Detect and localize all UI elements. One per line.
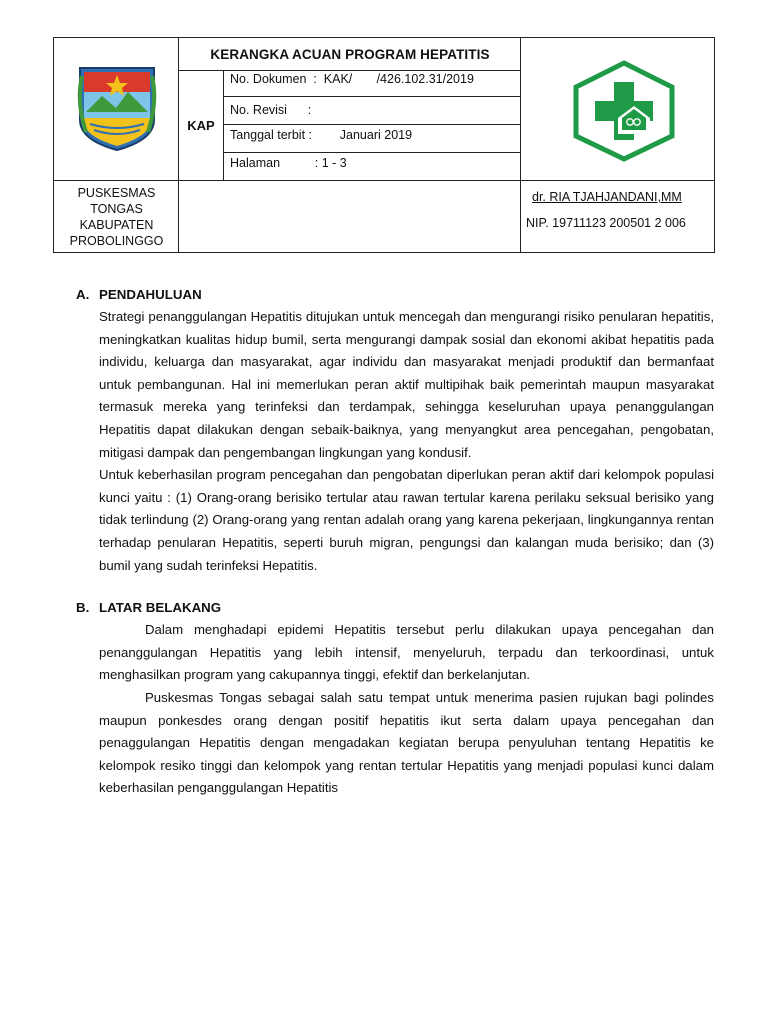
section-title: PENDAHULUAN	[99, 287, 202, 302]
org-line: TONGAS	[90, 202, 143, 216]
section-heading	[76, 284, 714, 306]
paragraph: Strategi penanggulangan Hepatitis ditujukan untuk mencegah dan mengurangi risiko penularan hepatitis, meningkatkan kualitas hidup bumil, serta mengurangi dampak sosial dan ekonomi akibat hepatitis pada individu, keluarga dan masyarakat, agar individu dan masyarakat menjadi produktif dan bermanfaat untuk pembangunan. Hal ini memerlukan peran aktif multipihak baik pemerintah maupun masyarakat termasuk mereka yang terinfeksi dan terdampak, sehingga keseluruhan upaya penanggulangan Hepatitis dapat dilakukan dengan sebaik-baiknya, yang menyangkut area pencegahan, pengobatan, mitigasi dampak dan pengembangan lingkungan yang kondusif.	[99, 309, 714, 460]
issue-date: Tanggal terbit : Januari 2019	[230, 128, 413, 142]
paragraph: Puskesmas Tongas sebagai salah satu tempat untuk menerima pasien rujukan bagi polindes maupun ponkesdes orang dengan positif hepatitis ikut serta dalam upaya pencegahan dan penaggulangan Hepatitis dengan mengadakan kegiatan berupa penyuluhan tentang Hepatitis ke kelompok resiko tinggi dan kelompok yang rentan tertular Hepatitis yang menjadi populasi kunci dalam keberhasilan penganggulangan Hepatitis	[99, 689, 714, 796]
document-body	[76, 284, 714, 800]
paragraph: Untuk keberhasilan program pencegahan dan pengobatan diperlukan peran aktif dari kelompok populasi kunci yaitu : (1) Orang-orang berisiko tertular atau rawan tertular karena perilaku seksual berisiko yang tidak terlindung (2) Orang-orang yang rentan adalah orang yang karena pekerjaan, lingkungannya rentan terhadap penularan Hepatitis, seperti buruh migran, pengungsi dan kalangan muda berisiko; dan (3) bumil yang sudah terinfeksi Hepatitis.	[99, 467, 714, 573]
regional-emblem-logo	[76, 62, 158, 152]
document-number: No. Dokumen : KAK/ /426.102.31/2019	[230, 72, 474, 86]
document-title: KERANGKA ACUAN PROGRAM HEPATITIS	[210, 46, 490, 62]
revision-number: No. Revisi :	[230, 103, 312, 117]
section-title: LATAR BELAKANG	[99, 600, 222, 616]
page-range: Halaman : 1 - 3	[230, 156, 347, 170]
org-line: KABUPATEN	[79, 218, 154, 232]
divider	[223, 70, 224, 181]
signatory-name: dr. RIA TJAHJANDANI,MM	[532, 190, 682, 204]
section-heading	[76, 597, 714, 619]
signatory-block	[521, 181, 715, 253]
section-letter: A.	[76, 287, 90, 302]
org-line: PUSKESMAS	[77, 186, 156, 200]
signatory-nip: NIP. 19711123 200501 2 006	[526, 216, 686, 230]
document-header-table	[53, 37, 715, 253]
puskesmas-logo	[572, 60, 676, 162]
paragraph: Dalam menghadapi epidemi Hepatitis tersebut perlu dilakukan upaya pencegahan dan penanggulangan Hepatitis yang lebih intensif, menyeluruh, terpadu dan terkoordinasi, untuk menghasilkan program yang cakupannya tinggi, efektif dan berkelanjutan.	[99, 622, 714, 683]
organization-name	[54, 181, 179, 253]
document-code: KAP	[187, 118, 215, 133]
section-letter: B.	[76, 600, 90, 616]
org-line: PROBOLINGGO	[69, 234, 164, 248]
